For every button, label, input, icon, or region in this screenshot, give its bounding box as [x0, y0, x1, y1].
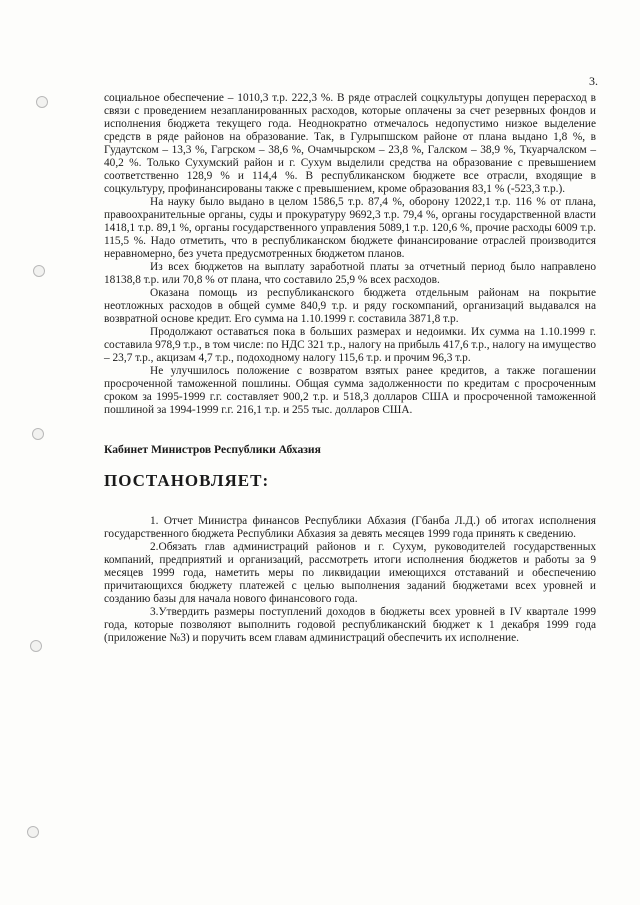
paragraph: На науку было выдано в целом 1586,5 т.р. 87,4 %, оборону 12022,1 т.р. 116 % от плана, правоохранительные органы, суды и прокуратуру 9692,3 т.р. 79,4 %, органы государственной власти 1418,1 т.р. 89,1 %, органы государственного управления 5089,1 т.р. 120,6 %, прочие расходы 6009 т.р. 115,5 %. Надо отметить, что в республиканском бюджете финансирование отраслей производится неравномерно, без учета предусмотренных бюджетом планов.: [104, 196, 596, 260]
decree-item: 3.Утвердить размеры поступлений доходов в бюджеты всех уровней в IV квартале 1999 года, которые позволяют выполнить годовой республиканский бюджет к 1 декабря 1999 года (приложение №3) и поручить всем главам администраций обеспечить их исполнение.: [104, 606, 596, 644]
paragraph: Не улучшилось положение с возвратом взятых ранее кредитов, а также погашении просроченной таможенной пошлины. Общая сумма задолженности по кредитам с просроченным сроком за 1995-1999 г.г. составляет 900,2 т.р. и 518,3 долларов США и просроченной таможенной пошлиной за 1994-1999 г.г. 216,1 т.р. и 255 тыс. долларов США.: [104, 365, 596, 416]
decree-item: 2.Обязать глав администраций районов и г. Сухум, руководителей государственных компаний, предприятий и организаций, рассмотреть итоги исполнения бюджетов и работы за 9 месяцев 1999 года, наметить меры по ликвидации имеющихся отставаний и обеспечению причитающихся бюджету платежей с целью выполнения заданий бюджетами всех уровней и созданию базы для начала нового финансового года.: [104, 541, 596, 605]
punch-hole: [32, 428, 44, 440]
punch-hole: [36, 96, 48, 108]
decree-heading: ПОСТАНОВЛЯЕТ:: [104, 471, 270, 490]
paragraph: Оказана помощь из республиканского бюджета отдельным районам на покрытие неотложных расходов в общей сумме 840,9 т.р. и ряду госкомпаний, организаций выдавался на возвратной основе кредит. Его сумма на 1.10.1999 г. составила 3871,8 т.р.: [104, 287, 596, 325]
page-number: 3.: [589, 74, 598, 88]
decree-item: 1. Отчет Министра финансов Республики Абхазия (Гбанба Л.Д.) об итогах исполнения государственного бюджета Республики Абхазия за девять месяцев 1999 года принять к сведению.: [104, 515, 596, 540]
paragraph: Продолжают оставаться пока в больших размерах и недоимки. Их сумма на 1.10.1999 г. составила 978,9 т.р., в том числе: по НДС 321 т.р., налогу на прибыль 417,6 т.р., налогу на имущество – 23,7 т.р., акцизам 4,7 т.р., подоходному налогу 115,6 т.р. и прочим 96,3 т.р.: [104, 326, 596, 364]
punch-hole: [33, 265, 45, 277]
punch-hole: [30, 640, 42, 652]
punch-hole: [27, 826, 39, 838]
document-body: [104, 92, 596, 645]
cabinet-heading: Кабинет Министров Республики Абхазия: [104, 443, 321, 456]
paragraph: Из всех бюджетов на выплату заработной платы за отчетный период было направлено 18138,8 т.р. или 70,8 % от плана, что составило 25,9 % всех расходов.: [104, 261, 596, 286]
paragraph: социальное обеспечение – 1010,3 т.р. 222,3 %. В ряде отраслей соцкультуры допущен перерасход в связи с проведением незапланированных расходов, которые оплачены за счет резервных фондов и исполнения бюджета текущего года. Неоднократно отмечалось недопустимо низкое выделение средств в ряде районов на образование. Так, в Гулрыпшском районе от плана выдано 1,8 %, в Гудаутском – 13,3 %, Гагрском – 38,6 %, Очамчырском – 23,8 %, Галском – 38,9 %, Ткуарчалском – 40,2 %. Только Сухумский район и г. Сухум выделили средства на образование с превышением соответственно 128,9 % и 114,4 %. В республиканском бюджете все отрасли, входящие в соцкультуру, профинансированы также с превышением, кроме образования 83,1 % (-523,3 т.р.).: [104, 92, 596, 195]
